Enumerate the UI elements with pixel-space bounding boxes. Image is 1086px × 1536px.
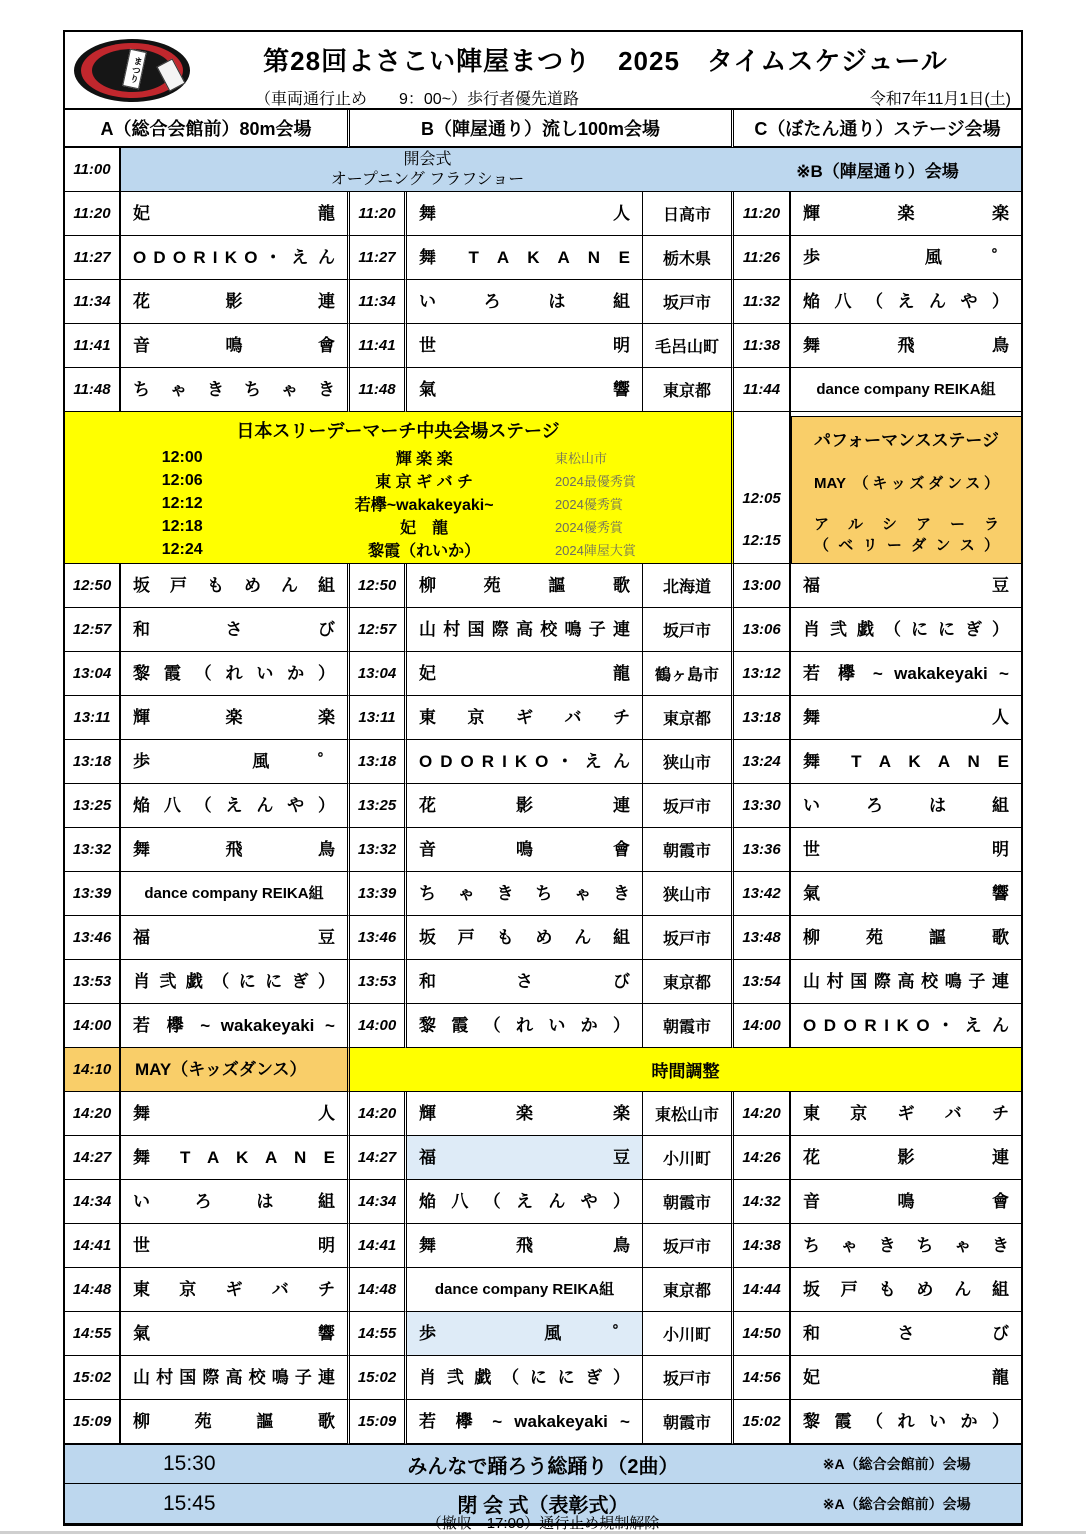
performer-cell-b: 焔 八 （ え ん や ） (407, 1180, 643, 1224)
time-cell-c: 11:44 (734, 368, 791, 412)
performer-cell-a: 山 村 国 際 高 校 鳴 子 連 (121, 1356, 350, 1400)
march-entry (71, 492, 725, 515)
performer-cell-a: dance company REIKA組 (121, 872, 350, 916)
march-entry-time: 12:00 (161, 448, 203, 466)
march-band (65, 412, 1021, 564)
city-cell-b: 朝霞市 (643, 828, 734, 872)
time-cell-c: 14:38 (734, 1224, 791, 1268)
time-cell-c: 11:20 (734, 192, 791, 236)
time-cell-b: 14:48 (350, 1268, 407, 1312)
time-cell-b: 14:34 (350, 1180, 407, 1224)
schedule-rows-late (65, 1092, 1021, 1444)
march-entry-time: 12:06 (161, 471, 203, 489)
time-cell-a: 13:32 (65, 828, 121, 872)
performance-stage-box (791, 416, 1021, 563)
performer-cell-a: 舞 T A K A N E (121, 1136, 350, 1180)
time-cell-b: 14:00 (350, 1004, 407, 1048)
time-cell-a: 12:57 (65, 608, 121, 652)
city-cell-b: 日高市 (643, 192, 734, 236)
performer-cell-c: 柳 苑 謳 歌 (791, 916, 1021, 960)
time-cell-a: 14:27 (65, 1136, 121, 1180)
performer-cell-c: 坂 戸 も め ん 組 (791, 1268, 1021, 1312)
time-cell-a: 13:04 (65, 652, 121, 696)
city-cell-b: 北海道 (643, 564, 734, 608)
performer-cell-c: 世 明 (791, 828, 1021, 872)
opening-time: 11:00 (65, 148, 121, 192)
time-cell-b: 13:04 (350, 652, 407, 696)
performer-cell-a: 黎 霞 （ れ い か ） (121, 652, 350, 696)
performer-cell-b: い ろ は 組 (407, 280, 643, 324)
opening-line2: オープニング フラフショー (330, 170, 525, 188)
performance-line-1: MAY （キッズダンス） (814, 474, 999, 492)
performer-cell-a: 舞 飛 鳥 (121, 828, 350, 872)
venue-header-row (65, 110, 1021, 148)
logo-matsuri-slip: まつり (122, 49, 147, 90)
time-cell-c: 14:20 (734, 1092, 791, 1136)
performer-cell-c: 肖 弐 戯 （ に に ぎ ） (791, 608, 1021, 652)
performer-cell-c: 東 京 ギ バ チ (791, 1092, 1021, 1136)
time-cell-a: 15:09 (65, 1400, 121, 1444)
time-cell-a: 13:11 (65, 696, 121, 740)
time-cell-b: 15:09 (350, 1400, 407, 1444)
time-cell-c: 13:36 (734, 828, 791, 872)
march-title: 日本スリーデーマーチ中央会場ステージ (236, 421, 560, 441)
performer-cell-b: 音 鳴 會 (407, 828, 643, 872)
time-cell-b: 15:02 (350, 1356, 407, 1400)
closing-time: 15:45 (162, 1491, 216, 1515)
closing-label: 閉 会 式（表彰式） (457, 1495, 629, 1517)
city-cell-b: 東京都 (643, 960, 734, 1004)
city-cell-b: 鶴ヶ島市 (643, 652, 734, 696)
page-bottom-rule (0, 1531, 1086, 1534)
time-cell-a: 13:46 (65, 916, 121, 960)
march-stage-block (65, 412, 734, 564)
march-entry-award: 2024陣屋大賞 (554, 543, 636, 558)
time-cell-a: 15:02 (65, 1356, 121, 1400)
event-date: 令和7年11月1日(土) (869, 91, 1011, 108)
venue-a-header: A（総合会館前）80m会場 (65, 110, 350, 148)
performance-line-group (798, 513, 1015, 555)
time-cell-b: 13:25 (350, 784, 407, 828)
time-cell-a: 13:18 (65, 740, 121, 784)
adjust-performer: MAY（キッズダンス） (121, 1048, 350, 1092)
time-cell-a: 14:20 (65, 1092, 121, 1136)
time-cell-a: 14:00 (65, 1004, 121, 1048)
city-cell-b: 小川町 (643, 1136, 734, 1180)
time-cell-a: 13:25 (65, 784, 121, 828)
time-cell-c: 13:00 (734, 564, 791, 608)
performer-cell-c: 黎 霞 （ れ い か ） (791, 1400, 1021, 1444)
time-cell-b: 11:48 (350, 368, 407, 412)
time-cell-c: 13:18 (734, 696, 791, 740)
schedule-rows-afternoon (65, 564, 1021, 1048)
closing-venue-note: ※A（総合会館前）会場 (822, 1456, 971, 1472)
performer-cell-c: 若 欅 ~ wakakeyaki ~ (791, 652, 1021, 696)
performer-cell-c: 音 鳴 會 (791, 1180, 1021, 1224)
march-entry-name: 若欅~wakakeyaki~ (354, 497, 494, 514)
time-cell-b: 11:27 (350, 236, 407, 280)
time-cell-c: 14:00 (734, 1004, 791, 1048)
performer-cell-a: 輝 楽 楽 (121, 696, 350, 740)
performer-cell-c: 山 村 国 際 高 校 鳴 子 連 (791, 960, 1021, 1004)
march-entry-time: 12:12 (161, 494, 203, 512)
time-cell-c: 14:32 (734, 1180, 791, 1224)
page-title: 第28回よさこい陣屋まつり 2025 タイムスケジュール (263, 46, 948, 76)
time-cell-a: 13:53 (65, 960, 121, 1004)
performer-cell-c: O D O R I K O ・ え ん (791, 1004, 1021, 1048)
performer-cell-b: 山 村 国 際 高 校 鳴 子 連 (407, 608, 643, 652)
performer-cell-a: 柳 苑 謳 歌 (121, 1400, 350, 1444)
time-cell-a: 11:20 (65, 192, 121, 236)
venue-c-header: C（ぼたん通り）ステージ会場 (734, 110, 1021, 148)
march-entry-name: 黎霞（れいか） (368, 543, 481, 560)
opening-band (65, 148, 1021, 192)
performer-cell-c: dance company REIKA組 (791, 368, 1021, 412)
city-cell-b: 坂戸市 (643, 1356, 734, 1400)
performer-cell-c: 妃 龍 (791, 1356, 1021, 1400)
performer-cell-a: 世 明 (121, 1224, 350, 1268)
city-cell-b: 坂戸市 (643, 280, 734, 324)
performance-time-1: 12:05 (742, 490, 781, 507)
march-entry-time: 12:24 (161, 540, 203, 558)
performer-cell-c: 福 豆 (791, 564, 1021, 608)
opening-ceremony (121, 148, 734, 192)
march-entry-award: 2024優秀賞 (554, 497, 623, 512)
march-entry-name: 妃 龍 (400, 520, 449, 537)
time-cell-c: 13:24 (734, 740, 791, 784)
time-cell-a: 14:48 (65, 1268, 121, 1312)
performer-cell-b: 氣 響 (407, 368, 643, 412)
city-cell-b: 朝霞市 (643, 1004, 734, 1048)
march-entry (71, 446, 725, 469)
march-entry-award: 2024最優秀賞 (554, 474, 636, 489)
title-block (65, 32, 1021, 110)
march-entry-time: 12:18 (161, 517, 203, 535)
march-entry (71, 515, 725, 538)
performer-cell-a: 氣 響 (121, 1312, 350, 1356)
city-cell-b: 東京都 (643, 1268, 734, 1312)
time-cell-a: 11:27 (65, 236, 121, 280)
time-cell-a: 11:48 (65, 368, 121, 412)
march-entry (71, 538, 725, 561)
time-cell-b: 13:39 (350, 872, 407, 916)
march-entry-name: 東 京 ギ バ チ (375, 474, 474, 491)
time-cell-b: 12:50 (350, 564, 407, 608)
time-cell-c: 13:42 (734, 872, 791, 916)
march-entry-award: 東松山市 (554, 451, 607, 466)
performer-cell-a: 音 鳴 會 (121, 324, 350, 368)
time-cell-b: 11:34 (350, 280, 407, 324)
performer-cell-c: 和 さ び (791, 1312, 1021, 1356)
city-cell-b: 東京都 (643, 696, 734, 740)
city-cell-b: 東京都 (643, 368, 734, 412)
performer-cell-b: 東 京 ギ バ チ (407, 696, 643, 740)
performer-cell-c: 舞 人 (791, 696, 1021, 740)
time-adjust-band (65, 1048, 1021, 1092)
performer-cell-b: 舞 人 (407, 192, 643, 236)
closing-venue-note: ※A（総合会館前）会場 (822, 1495, 971, 1512)
city-cell-b: 朝霞市 (643, 1180, 734, 1224)
performer-cell-b: 若 欅 ~ wakakeyaki ~ (407, 1400, 643, 1444)
city-cell-b: 狭山市 (643, 740, 734, 784)
performance-line-2: ア ル シ ア ー ラ (814, 516, 999, 533)
performer-cell-a: 和 さ び (121, 608, 350, 652)
performer-cell-a: 妃 龍 (121, 192, 350, 236)
venue-b-header: B（陣屋通り）流し100m会場 (350, 110, 734, 148)
time-cell-b: 13:53 (350, 960, 407, 1004)
time-cell-c: 13:54 (734, 960, 791, 1004)
performer-cell-a: 若 欅 ~ wakakeyaki ~ (121, 1004, 350, 1048)
time-cell-b: 14:55 (350, 1312, 407, 1356)
performer-cell-a: O D O R I K O ・ え ん (121, 236, 350, 280)
performer-cell-b: 肖 弐 戯 （ に に ぎ ） (407, 1356, 643, 1400)
time-cell-c: 14:50 (734, 1312, 791, 1356)
time-cell-c: 11:38 (734, 324, 791, 368)
schedule-sheet (63, 30, 1023, 1526)
city-cell-b: 狭山市 (643, 872, 734, 916)
city-cell-b: 坂戸市 (643, 916, 734, 960)
city-cell-b: 小川町 (643, 1312, 734, 1356)
performer-cell-b: 花 影 連 (407, 784, 643, 828)
performer-cell-b: 世 明 (407, 324, 643, 368)
city-cell-b: 坂戸市 (643, 784, 734, 828)
performer-cell-c: い ろ は 組 (791, 784, 1021, 828)
adjust-time: 14:10 (65, 1048, 121, 1092)
performer-cell-a: 舞 人 (121, 1092, 350, 1136)
time-cell-a: 14:55 (65, 1312, 121, 1356)
performer-cell-a: 花 影 連 (121, 280, 350, 324)
performer-cell-b: 輝 楽 楽 (407, 1092, 643, 1136)
performer-cell-b: 柳 苑 謳 歌 (407, 564, 643, 608)
time-cell-a: 13:39 (65, 872, 121, 916)
performance-line-3: （ ベ リ ー ダ ン ス ） (814, 537, 999, 554)
performer-cell-a: 東 京 ギ バ チ (121, 1268, 350, 1312)
city-cell-b: 坂戸市 (643, 608, 734, 652)
performer-cell-c: ち ゃ き ち ゃ き (791, 1224, 1021, 1268)
performer-cell-a: い ろ は 組 (121, 1180, 350, 1224)
closing-row (65, 1444, 1021, 1484)
march-entry-award: 2024優秀賞 (554, 520, 623, 535)
time-cell-b: 14:20 (350, 1092, 407, 1136)
performer-cell-b: ち ゃ き ち ゃ き (407, 872, 643, 916)
time-cell-b: 13:18 (350, 740, 407, 784)
march-entry-name: 輝 楽 楽 (395, 451, 453, 468)
time-cell-b: 11:20 (350, 192, 407, 236)
time-cell-c: 11:32 (734, 280, 791, 324)
time-cell-b: 14:41 (350, 1224, 407, 1268)
closing-label: みんなで踊ろう総踊り（2曲） (407, 1455, 679, 1478)
time-cell-a: 14:41 (65, 1224, 121, 1268)
time-cell-c: 11:26 (734, 236, 791, 280)
performer-cell-b: 福 豆 (407, 1136, 643, 1180)
time-cell-c: 15:02 (734, 1400, 791, 1444)
performer-cell-a: 坂 戸 も め ん 組 (121, 564, 350, 608)
performer-cell-a: ち ゃ き ち ゃ き (121, 368, 350, 412)
time-cell-b: 13:46 (350, 916, 407, 960)
performer-cell-b: 舞 飛 鳥 (407, 1224, 643, 1268)
performer-cell-a: 肖 弐 戯 （ に に ぎ ） (121, 960, 350, 1004)
performer-cell-b: 歩 風゜ (407, 1312, 643, 1356)
performer-cell-b: 黎 霞 （ れ い か ） (407, 1004, 643, 1048)
time-cell-c: 13:30 (734, 784, 791, 828)
closing-time: 15:30 (162, 1452, 216, 1475)
performer-cell-b: 舞 T A K A N E (407, 236, 643, 280)
time-cell-b: 13:11 (350, 696, 407, 740)
time-cell-c: 14:56 (734, 1356, 791, 1400)
city-cell-b: 東松山市 (643, 1092, 734, 1136)
performer-cell-b: O D O R I K O ・ え ん (407, 740, 643, 784)
performer-cell-a: 歩 風゜ (121, 740, 350, 784)
event-logo (74, 39, 190, 102)
time-cell-c: 13:12 (734, 652, 791, 696)
time-cell-c: 13:48 (734, 916, 791, 960)
time-cell-a: 14:34 (65, 1180, 121, 1224)
performance-time-cell (734, 412, 791, 564)
time-adjust-note: 時間調整 (350, 1048, 1021, 1092)
performer-cell-c: 舞 T A K A N E (791, 740, 1021, 784)
traffic-note: （車両通行止め 9：00~）歩行者優先道路 (255, 91, 580, 108)
performer-cell-b: dance company REIKA組 (407, 1268, 643, 1312)
time-cell-c: 14:26 (734, 1136, 791, 1180)
city-cell-b: 坂戸市 (643, 1224, 734, 1268)
performance-stage-cell (791, 412, 1021, 564)
performer-cell-c: 輝 楽 楽 (791, 192, 1021, 236)
opening-line1: 開会式 (403, 150, 452, 168)
march-entry (71, 469, 725, 492)
time-cell-a: 11:34 (65, 280, 121, 324)
performer-cell-c: 舞 飛 鳥 (791, 324, 1021, 368)
time-cell-c: 13:06 (734, 608, 791, 652)
performer-cell-a: 福 豆 (121, 916, 350, 960)
performer-cell-b: 妃 龍 (407, 652, 643, 696)
performer-cell-a: 焔 八 （ え ん や ） (121, 784, 350, 828)
opening-venue-note: ※B（陣屋通り）会場 (734, 148, 1021, 192)
time-cell-b: 12:57 (350, 608, 407, 652)
time-cell-c: 14:44 (734, 1268, 791, 1312)
performance-stage-title: パフォーマンスステージ (814, 431, 999, 450)
performer-cell-b: 和 さ び (407, 960, 643, 1004)
time-cell-a: 12:50 (65, 564, 121, 608)
footer-note: （撤収 17:00）通行止め規制解除 (426, 1515, 660, 1532)
time-cell-b: 11:41 (350, 324, 407, 368)
performer-cell-c: 歩 風゜ (791, 236, 1021, 280)
performer-cell-c: 氣 響 (791, 872, 1021, 916)
city-cell-b: 朝霞市 (643, 1400, 734, 1444)
time-cell-a: 11:41 (65, 324, 121, 368)
performer-cell-c: 花 影 連 (791, 1136, 1021, 1180)
performance-time-2: 12:15 (742, 532, 781, 549)
performer-cell-c: 焔 八 （ え ん や ） (791, 280, 1021, 324)
schedule-rows-morning (65, 192, 1021, 412)
time-cell-b: 14:27 (350, 1136, 407, 1180)
title-sub-row (200, 86, 1011, 109)
time-cell-b: 13:32 (350, 828, 407, 872)
performer-cell-b: 坂 戸 も め ん 組 (407, 916, 643, 960)
city-cell-b: 毛呂山町 (643, 324, 734, 368)
city-cell-b: 栃木県 (643, 236, 734, 280)
